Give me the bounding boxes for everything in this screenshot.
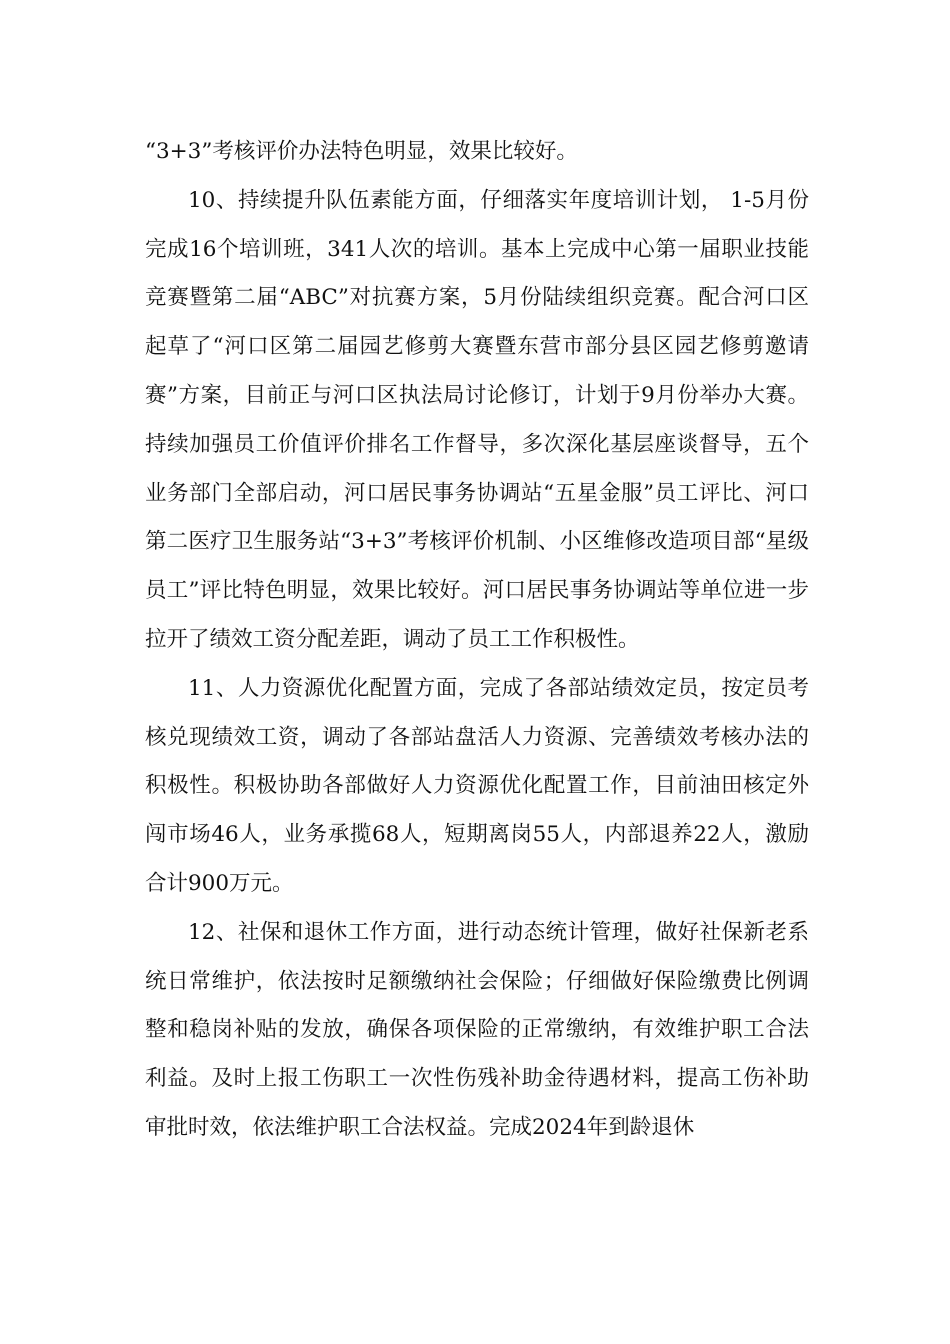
paragraph-continuation: “3+3”考核评价办法特色明显，效果比较好。: [145, 139, 578, 164]
paragraph-11-hr-allocation: 11、人力资源优化配置方面，完成了各部站绩效定员，按定员考核兑现绩效工资，调动了各部站盘活人力资源、完善绩效考核办法的积极性。积极协助各部做好人力资源优化配置工作，目前油田核定外闯市场46人，业务承揽68人，短期离岗55人，内部退养22人，激励合计900万元。: [145, 675, 809, 896]
paragraph-12-social-security: 12、社保和退休工作方面，进行动态统计管理，做好社保新老系统日常维护，依法按时足额缴纳社会保险；仔细做好保险缴费比例调整和稳岗补贴的发放，确保各项保险的正常缴纳，有效维护职工合法利益。及时上报工伤职工一次性伤残补助金待遇材料，提高工伤补助审批时效，依法维护职工合法权益。完成2024年到龄退休: [145, 919, 809, 1140]
paragraph-10-training: 10、持续提升队伍素能方面，仔细落实年度培训计划， 1-5月份完成16个培训班，341人次的培训。基本上完成中心第一届职业技能竞赛暨第二届“ABC”对抗赛方案，5月份陆续组织竞赛。配合河口区起草了“河口区第二届园艺修剪大赛暨东营市部分县区园艺修剪邀请赛”方案，目前正与河口区执法局讨论修订，计划于9月份举办大赛。持续加强员工价值评价排名工作督导，多次深化基层座谈督导，五个业务部门全部启动，河口居民事务协调站“五星金服”员工评比、河口第二医疗卫生服务站“3+3”考核评价机制、小区维修改造项目部“星级员工”评比特色明显，效果比较好。河口居民事务协调站等单位进一步拉开了绩效工资分配差距，调动了员工工作积极性。: [145, 187, 809, 652]
document-body: [145, 128, 809, 1153]
